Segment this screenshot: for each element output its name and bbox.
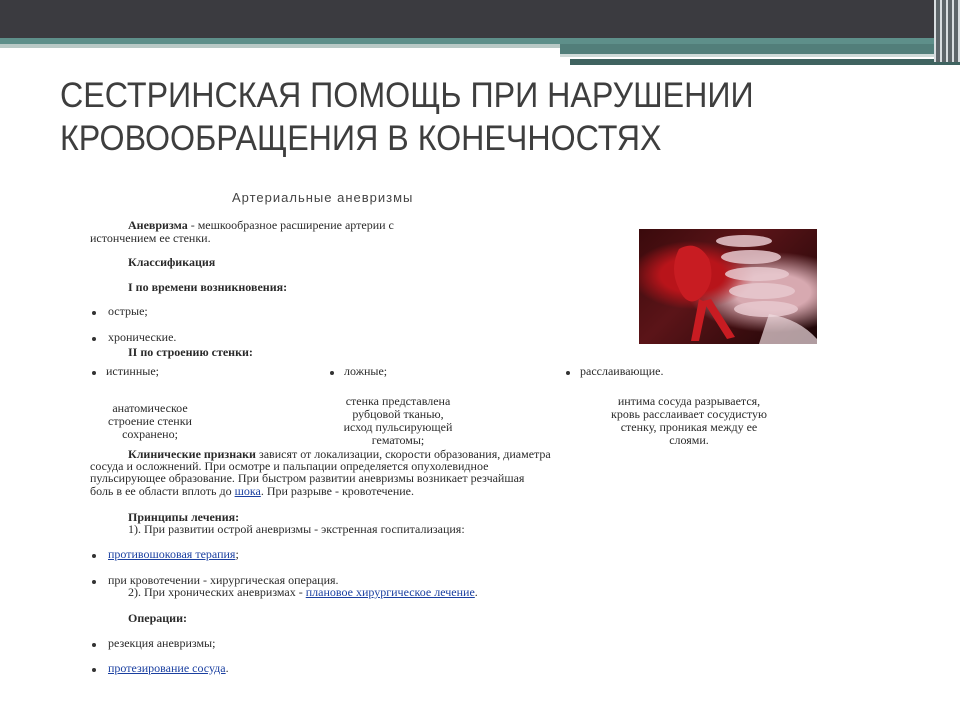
bullet-resection <box>92 643 96 647</box>
antishock-link[interactable]: противошоковая терапия <box>108 547 236 561</box>
bullet-bleeding <box>92 580 96 584</box>
by-time-heading: I по времени возникновения: <box>128 280 288 294</box>
slide-title-line-2: КРОВООБРАЩЕНИЯ В КОНЕЧНОСТЯХ <box>60 119 662 158</box>
prosthesis-link[interactable]: протезирование сосуда <box>108 661 226 675</box>
antishock-end: ; <box>235 547 239 561</box>
item-prosthesis <box>108 662 229 675</box>
treatment-acute: 1). При развитии острой аневризмы - экстренная госпитализация: <box>128 522 465 536</box>
treatment-chronic-start: 2). При хронических аневризмах - <box>128 585 306 599</box>
item-true: истинные; <box>106 364 159 378</box>
by-structure-heading: II по строению стенки: <box>128 345 253 359</box>
bullet-prosthesis <box>92 668 96 672</box>
prosthesis-end: . <box>225 661 229 675</box>
false-desc-1: стенка представлена <box>345 394 451 408</box>
bullet-false <box>330 371 334 375</box>
classification-heading: Классификация <box>128 255 216 269</box>
treatment-chronic-end: . <box>474 585 478 599</box>
shock-link[interactable]: шока <box>234 484 261 498</box>
dissecting-desc-1: интима сосуда разрывается, <box>617 394 761 408</box>
true-desc-3: сохранено; <box>122 427 178 441</box>
clinical-line-4-start: боль в ее области вплоть до <box>90 484 235 498</box>
item-antishock <box>108 548 239 561</box>
operations-heading: Операции: <box>128 611 187 625</box>
dissecting-desc-4: слоями. <box>669 433 709 447</box>
bullet-antishock <box>92 554 96 558</box>
treatment-heading: Принципы лечения: <box>128 510 240 524</box>
dissecting-desc-2: кровь расслаивает сосудистую <box>610 407 768 421</box>
item-acute: острые; <box>108 304 148 318</box>
dissecting-desc-3: стенку, проникая между ее <box>620 420 758 434</box>
item-false: ложные; <box>344 364 388 378</box>
definition-term: Аневризма <box>128 218 188 232</box>
clinical-line-4 <box>90 485 414 498</box>
clinical-line-2: сосуда и осложнений. При осмотре и пальпации определяется опухолевидное <box>90 459 489 473</box>
item-chronic: хронические. <box>108 330 177 344</box>
item-resection: резекция аневризмы; <box>108 636 216 650</box>
doc-subtitle: Артериальные аневризмы <box>232 190 414 205</box>
true-desc-1: анатомическое <box>112 401 188 415</box>
item-dissecting: расслаивающие. <box>580 364 664 378</box>
slide-title-line-1: СЕСТРИНСКАЯ ПОМОЩЬ ПРИ НАРУШЕНИИ <box>60 76 754 115</box>
clinical-line-3: пульсирующее образование. При быстром развитии аневризмы возникает резчайшая <box>90 471 525 485</box>
clinical-term: Клинические признаки <box>128 447 256 461</box>
aneurysm-scan-illustration <box>639 229 817 344</box>
treatment-chronic <box>128 586 478 599</box>
clinical-rest: зависят от локализации, скорости образования, диаметра <box>255 447 551 461</box>
bullet-chronic <box>92 337 96 341</box>
bullet-dissecting <box>566 371 570 375</box>
bullet-acute <box>92 311 96 315</box>
aneurysm-scan-image <box>639 229 817 344</box>
true-desc-2: строение стенки <box>108 414 192 428</box>
false-desc-2: рубцовой тканью, <box>352 407 444 421</box>
false-desc-4: гематомы; <box>371 433 425 447</box>
definition-rest: - мешкообразное расширение артерии с <box>187 218 394 232</box>
false-desc-3: исход пульсирующей <box>343 420 453 434</box>
definition-line-2: истончением ее стенки. <box>90 231 211 245</box>
item-bleeding: при кровотечении - хирургическая операция. <box>108 573 339 587</box>
bullet-true <box>92 371 96 375</box>
clinical-line-4-end: . При разрыве - кровотечение. <box>260 484 415 498</box>
planned-surgery-link[interactable]: плановое хирургическое лечение <box>305 585 475 599</box>
